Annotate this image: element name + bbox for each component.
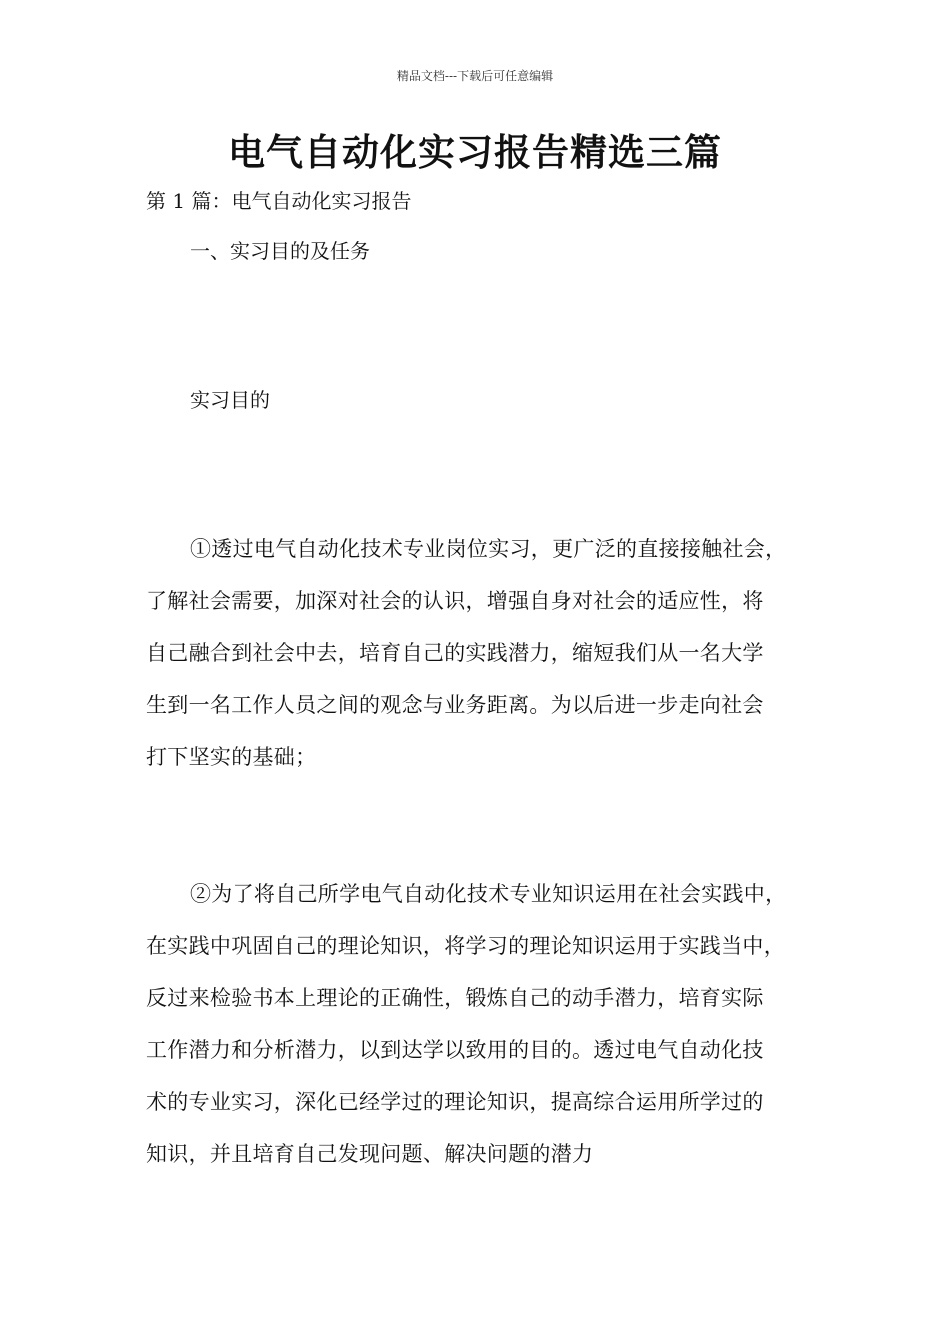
paragraph-line: 术的专业实习，深化已经学过的理论知识，提高综合运用所学过的 — [146, 1090, 764, 1114]
header-note: 精品文档---下载后可任意编辑 — [396, 69, 554, 83]
paragraph-line: 在实践中巩固自己的理论知识，将学习的理论知识运用于实践当中， — [146, 934, 785, 958]
paragraph-line: ②为了将自己所学电气自动化技术专业知识运用在社会实践中， — [190, 882, 787, 906]
paragraph-line: 生到一名工作人员之间的观念与业务距离。为以后进一步走向社会 — [146, 693, 764, 717]
sub-heading: 实习目的 — [190, 388, 270, 412]
paragraph-1 — [146, 523, 826, 783]
paragraph-line: 自己融合到社会中去，培育自己的实践潜力，缩短我们从一名大学 — [146, 641, 764, 665]
part-heading: 第 1 篇：电气自动化实习报告 — [146, 189, 412, 213]
section-heading: 一、实习目的及任务 — [190, 239, 370, 263]
document-title: 电气自动化实习报告精选三篇 — [228, 131, 722, 174]
paragraph-line: 工作潜力和分析潜力，以到达学以致用的目的。透过电气自动化技 — [146, 1038, 764, 1062]
paragraph-line: 知识，并且培育自己发现问题、解决问题的潜力 — [146, 1142, 594, 1166]
paragraph-line: ①透过电气自动化技术专业岗位实习，更广泛的直接接触社会， — [190, 537, 787, 561]
paragraph-line: 打下坚实的基础； — [146, 745, 317, 769]
paragraph-2 — [146, 868, 826, 1180]
paragraph-line: 反过来检验书本上理论的正确性，锻炼自己的动手潜力，培育实际 — [146, 986, 764, 1010]
paragraph-line: 了解社会需要，加深对社会的认识，增强自身对社会的适应性，将 — [146, 589, 764, 613]
